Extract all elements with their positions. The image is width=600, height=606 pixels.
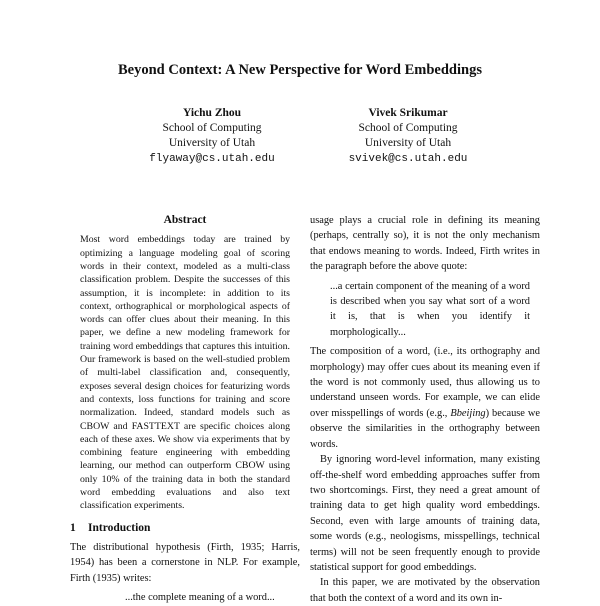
author-1-affiliation: School of Computing (162, 122, 262, 134)
right-paragraph-3: By ignoring word-level information, many existing off-the-shelf word embedding approaches suffer from two shortcomings. First, they need a great amount of training data to get high quality word embeddings. Second, even with large amounts of training data, some words (e.g., neologisms, misspellings, technical terms) will not be seen frequently enough to provide statistical support for good embeddings. (310, 454, 540, 573)
firth-quote: ...a certain component of the meaning of a word is described when you say what sort of a word it is, that is when you identify it morphologically... (330, 280, 530, 338)
author-1 (102, 106, 322, 167)
right-paragraph-4: In this paper, we are motivated by the observation that both the context of a word and its own in- (310, 577, 540, 604)
author-2 (298, 106, 518, 167)
right-column (310, 213, 540, 606)
author-2-institution: University of Utah (364, 137, 452, 149)
author-2-affiliation: School of Computing (358, 122, 458, 134)
left-column (70, 213, 300, 606)
author-1-name: Yichu Zhou (182, 107, 242, 119)
para2-after: ) because we observe the similarities in the orthography between words. (310, 407, 541, 450)
right-paragraph-2 (310, 344, 540, 452)
right-paragraph-cont: usage plays a crucial role in defining its meaning (perhaps, centrally so), it is not the only mechanism that endows meaning to words. Indeed, Firth writes in the paragraph before the above quote: (310, 215, 540, 273)
paper-title: Beyond Context: A New Perspective for Word Embeddings (118, 62, 482, 78)
intro-quote-cut: ...the complete meaning of a word... (125, 592, 275, 604)
section-title: Introduction (88, 521, 151, 534)
section-heading-introduction (70, 521, 300, 536)
author-1-institution: University of Utah (168, 137, 256, 149)
author-1-email: flyaway@cs.utah.edu (149, 153, 275, 165)
author-2-name: Vivek Srikumar (368, 107, 448, 119)
section-number: 1 (70, 521, 76, 534)
abstract-text: Most word embeddings today are trained by optimizing a language modeling goal of scoring words in their context, modeled as a multi-class classification problem. Despite the successes of this assumption, it is incomplete: in addition to its context, orthographical or morphological aspects of words can offer clues about their meaning. In this paper, we define a new modeling framework for training word embeddings that captures this intuition. Our framework is based on the well-studied problem of multi-label classification and, consequently, exposes several design choices for featurizing words and contexts, loss functions for training and score normalization. Indeed, standard models such as CBOW and FASTTEXT are specific choices along each of these axes. We show via experiments that by combining feature engineering with embedding learning, our method can outperform CBOW using only 10% of the training data in both the standard word embedding evaluations and also text classification experiments. (80, 234, 290, 512)
abstract-heading: Abstract (163, 214, 207, 226)
intro-paragraph-1: The distributional hypothesis (Firth, 1935; Harris, 1954) has been a cornerstone in NLP. For example, Firth (1935) writes: (70, 542, 300, 584)
para2-before: The composition of a word, (i.e., its orthography and morphology) may offer cues about its meaning even if the word is not commonly used, thus allowing us to understand unseen words. For example, we can elide over misspellings of words (e.g., (310, 346, 540, 419)
author-2-email: svivek@cs.utah.edu (348, 153, 468, 165)
para2-italic: Bbeijing (450, 407, 486, 419)
